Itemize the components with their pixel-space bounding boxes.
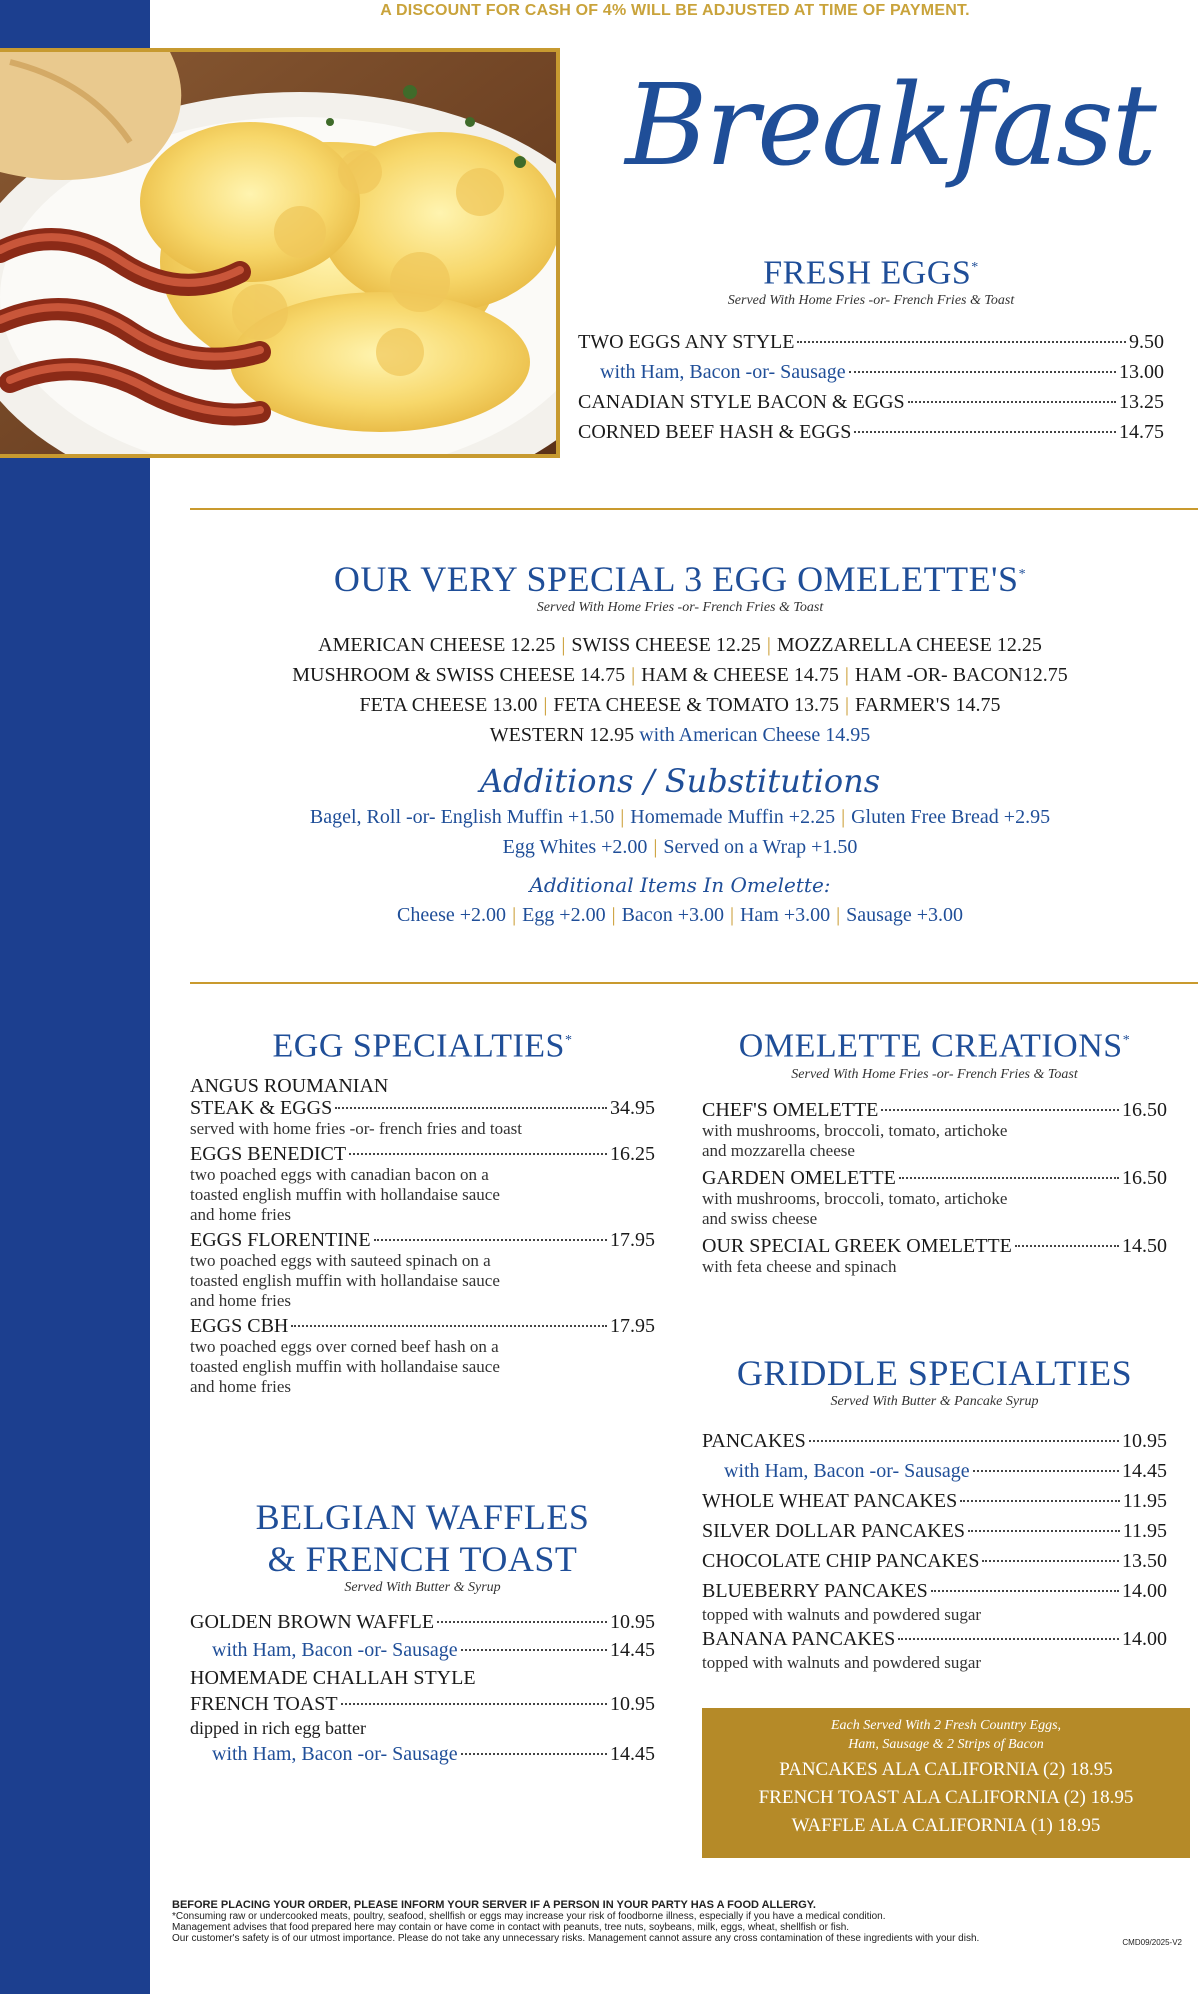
egg-specialties-section (190, 1020, 655, 1397)
menu-item: BANANA PANCAKES 14.00 topped with walnuts and powdered sugar (702, 1628, 1167, 1672)
footer-line: Our customer's safety is of our utmost importance. Please do not take any unnecessary risks. Management cannot assure any cross contamination of these ingredients with your dish. (172, 1933, 980, 1944)
menu-item: EGGS CBH 17.95 two poached eggs over corned beef hash on a toasted english muffin with hollandaise sauce and home fries (190, 1315, 655, 1397)
divider (190, 982, 1198, 984)
footer-line: Management advises that food prepared here may contain or have come in contact with peanuts, tree nuts, soybeans, milk, eggs, wheat, shellfish or fish. (172, 1922, 850, 1933)
fresh-eggs-sub: Served With Home Fries -or- French Fries & Toast (727, 293, 1015, 309)
menu-item: GOLDEN BROWN WAFFLE 10.95 (190, 1611, 655, 1633)
allergy-footer (172, 1900, 1182, 1944)
menu-item: BLUEBERRY PANCAKES 14.00 topped with walnuts and powdered sugar (702, 1580, 1167, 1624)
menu-item: TWO EGGS ANY STYLE 9.50 (578, 331, 1164, 354)
omelette-line: MUSHROOM & SWISS CHEESE 14.75 | HAM & CHEESE 14.75 | HAM -OR- BACON12.75 (292, 664, 1068, 686)
menu-item: OUR SPECIAL GREEK OMELETTE 14.50 with feta cheese and spinach (702, 1235, 1167, 1277)
omelette-line: FETA CHEESE 13.00 | FETA CHEESE & TOMATO 13.75 | FARMER'S 14.75 (359, 694, 1001, 716)
menu-item: CHOCOLATE CHIP PANCAKES 13.50 (702, 1550, 1167, 1572)
footer-line: *Consuming raw or undercooked meats, poultry, seafood, shellfish or eggs may increase your risk of foodborne illness, especially if you have a medical condition. (172, 1911, 886, 1922)
waffles-heading: BELGIAN WAFFLES & FRENCH TOAST (255, 1497, 590, 1579)
omelettes-section (160, 554, 1200, 930)
griddle-section (702, 1352, 1167, 1672)
cash-discount-note: A DISCOUNT FOR CASH OF 4% WILL BE ADJUSTED AT TIME OF PAYMENT. (380, 2, 970, 19)
promo-sub: Ham, Sausage & 2 Strips of Bacon (848, 1737, 1044, 1752)
additional-items-title: Additional Items In Omelette: (529, 873, 831, 897)
menu-code: CMD09/2025-V2 (1122, 1938, 1182, 1947)
breakfast-photo-illustration (0, 52, 560, 458)
breakfast-title (610, 36, 1170, 216)
allergy-warning: BEFORE PLACING YOUR ORDER, PLEASE INFORM YOUR SERVER IF A PERSON IN YOUR PARTY HAS A FOOD ALLERGY. (172, 1899, 816, 1911)
waffles-sub: Served With Butter & Syrup (344, 1580, 501, 1595)
promo-line: WAFFLE ALA CALIFORNIA (1) 18.95 (791, 1815, 1101, 1836)
menu-item: SILVER DOLLAR PANCAKES 11.95 (702, 1520, 1167, 1542)
menu-item: WHOLE WHEAT PANCAKES 11.95 (702, 1490, 1167, 1512)
fresh-eggs-heading: FRESH EGGS* (763, 254, 979, 292)
griddle-heading: GRIDDLE SPECIALTIES (736, 1353, 1133, 1393)
omelettes-sub: Served With Home Fries -or- French Fries & Toast (536, 600, 824, 615)
menu-item-addon: with Ham, Bacon -or- Sausage 14.45 (724, 1460, 1167, 1482)
omelette-creations-section (702, 1020, 1167, 1277)
menu-item: HOMEMADE CHALLAH STYLE FRENCH TOAST 10.95 dipped in rich egg batter (190, 1667, 655, 1738)
griddle-sub: Served With Butter & Pancake Syrup (830, 1394, 1039, 1409)
menu-item: CHEF'S OMELETTE 16.50 with mushrooms, broccoli, tomato, artichoke and mozzarella cheese (702, 1099, 1167, 1161)
menu-item-addon: with Ham, Bacon -or- Sausage 14.45 (212, 1743, 655, 1765)
promo-line: PANCAKES ALA CALIFORNIA (2) 18.95 (779, 1759, 1113, 1780)
menu-item: ANGUS ROUMANIAN STEAK & EGGS 34.95 served with home fries -or- french fries and toast (190, 1075, 655, 1139)
additions-line: Egg Whites +2.00 | Served on a Wrap +1.50 (502, 836, 858, 858)
omelette-line: WESTERN 12.95 with American Cheese 14.95 (489, 724, 871, 746)
fresh-eggs-section (578, 248, 1164, 447)
additions-line: Bagel, Roll -or- English Muffin +1.50 | Homemade Muffin +2.25 | Gluten Free Bread +2.95 (309, 806, 1051, 828)
divider (190, 508, 1198, 510)
omelette-creations-sub: Served With Home Fries -or- French Fries & Toast (791, 1067, 1078, 1083)
menu-item-addon: with Ham, Bacon -or- Sausage 14.45 (212, 1639, 655, 1661)
menu-item: EGGS BENEDICT 16.25 two poached eggs with canadian bacon on a toasted english muffin with hollandaise sauce and home fries (190, 1143, 655, 1225)
menu-item-addon: with Ham, Bacon -or- Sausage 13.00 (600, 361, 1164, 384)
egg-specialties-heading: EGG SPECIALTIES* (272, 1027, 573, 1065)
menu-item: EGGS FLORENTINE 17.95 two poached eggs with sauteed spinach on a toasted english muffin with hollandaise sauce and home fries (190, 1229, 655, 1311)
menu-item: CANADIAN STYLE BACON & EGGS 13.25 (578, 391, 1164, 414)
omelette-creations-heading: OMELETTE CREATIONS* (738, 1027, 1131, 1065)
waffles-section (190, 1496, 655, 1768)
breakfast-photo (0, 48, 560, 458)
ala-california-box (702, 1708, 1190, 1858)
menu-item: PANCAKES 10.95 (702, 1430, 1167, 1452)
additional-items-line: Cheese +2.00 | Egg +2.00 | Bacon +3.00 | Ham +3.00 | Sausage +3.00 (397, 904, 963, 926)
menu-item: CORNED BEEF HASH & EGGS 14.75 (578, 421, 1164, 444)
omelettes-heading: OUR VERY SPECIAL 3 EGG OMELETTE'S* (333, 559, 1027, 599)
promo-line: FRENCH TOAST ALA CALIFORNIA (2) 18.95 (758, 1787, 1134, 1808)
menu-item: GARDEN OMELETTE 16.50 with mushrooms, broccoli, tomato, artichoke and swiss cheese (702, 1167, 1167, 1229)
breakfast-script-title: Breakfast (625, 61, 1155, 191)
promo-sub: Each Served With 2 Fresh Country Eggs, (830, 1718, 1062, 1733)
omelette-line: AMERICAN CHEESE 12.25 | SWISS CHEESE 12.25 | MOZZARELLA CHEESE 12.25 (318, 634, 1042, 656)
additions-title: Additions / Substitutions (479, 762, 881, 800)
